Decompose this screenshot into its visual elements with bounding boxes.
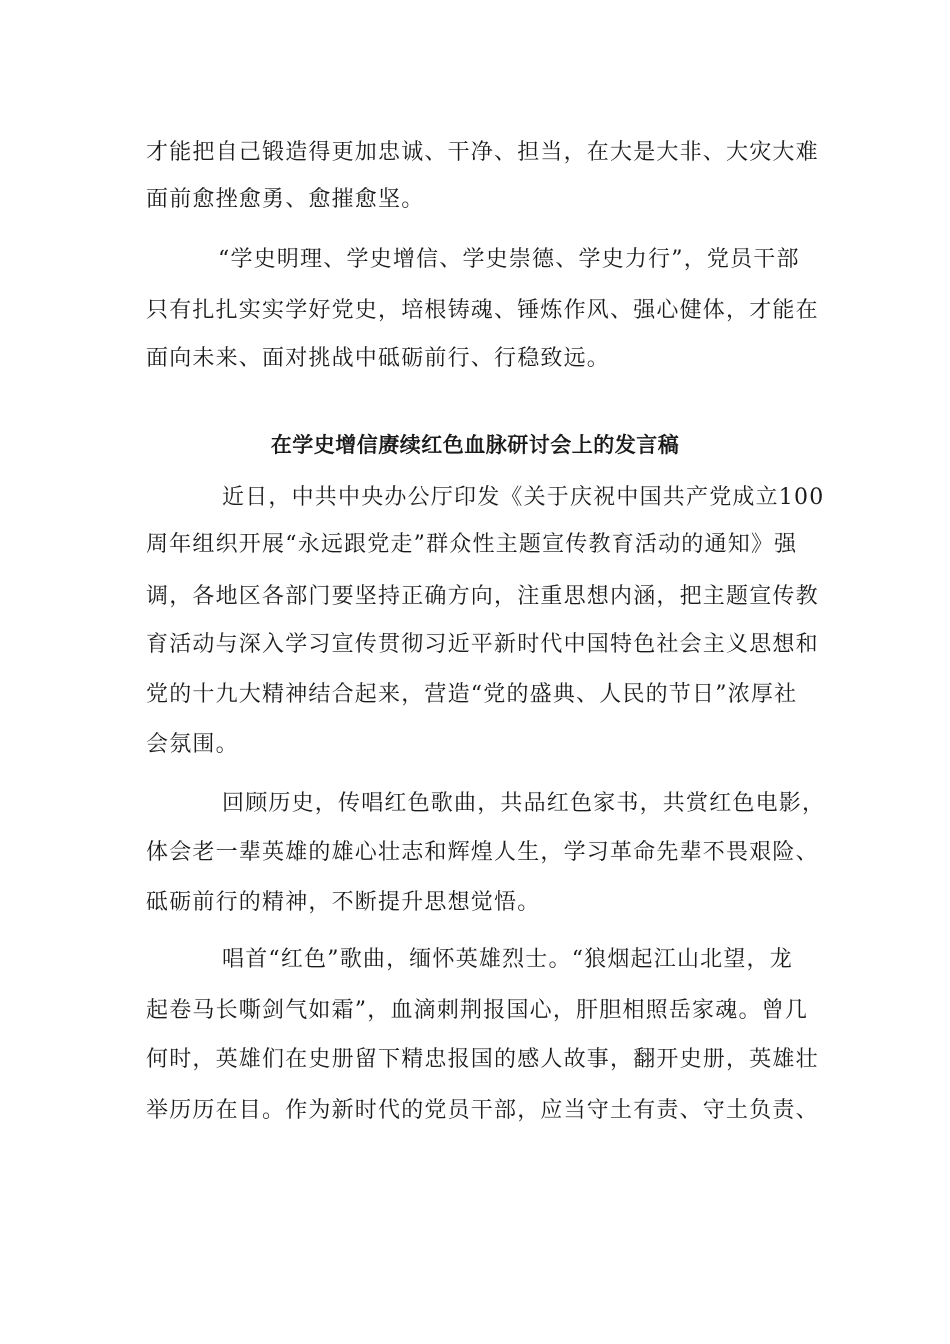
paragraph-line: 面向未来、面对挑战中砥砺前行、行稳致远。 xyxy=(146,346,611,371)
paragraph-line: 只有扎扎实实学好党史，培根铸魂、锤炼作风、强心健体，才能在 xyxy=(146,298,819,323)
paragraph-line: “学史明理、学史增信、学史崇德、学史力行”，党员干部 xyxy=(218,247,800,272)
article-title: 在学史增信赓续红色血脉研讨会上的发言稿 xyxy=(270,432,680,457)
paragraph-line: 党的十九大精神结合起来，营造“党的盛典、人民的节日”浓厚社 xyxy=(146,682,798,707)
paragraph-line: 何时，英雄们在史册留下精忠报国的感人故事，翻开史册，英雄壮 xyxy=(146,1047,819,1072)
paragraph-line: 育活动与深入学习宣传贯彻习近平新时代中国特色社会主义思想和 xyxy=(146,632,819,657)
paragraph-line: 才能把自己锻造得更加忠诚、干净、担当，在大是大非、大灾大难 xyxy=(146,140,819,165)
paragraph-line: 周年组织开展“永远跟党走”群众性主题宣传教育活动的通知》强 xyxy=(146,532,798,557)
paragraph-line: 调，各地区各部门要坚持正确方向，注重思想内涵，把主题宣传教 xyxy=(146,584,819,609)
paragraph-line: 起卷马长嘶剑气如霜”，血滴刺荆报国心，肝胆相照岳家魂。曾几 xyxy=(146,998,809,1023)
paragraph-line: 面前愈挫愈勇、愈摧愈坚。 xyxy=(146,187,425,212)
paragraph-line: 体会老一辈英雄的雄心壮志和辉煌人生，学习革命先辈不畏艰险、 xyxy=(146,840,819,865)
paragraph-line: 砥砺前行的精神，不断提升思想觉悟。 xyxy=(146,890,541,915)
paragraph-line: 举历历在目。作为新时代的党员干部，应当守土有责、守土负责、 xyxy=(146,1098,819,1123)
paragraph-line: 会氛围。 xyxy=(146,732,239,757)
paragraph-line: 近日，中共中央办公厅印发《关于庆祝中国共产党成立100 xyxy=(222,485,825,510)
paragraph-line: 回顾历史，传唱红色歌曲，共品红色家书，共赏红色电影， xyxy=(222,791,826,816)
paragraph-line: 唱首“红色”歌曲，缅怀英雄烈士。“狼烟起江山北望，龙 xyxy=(222,947,793,972)
